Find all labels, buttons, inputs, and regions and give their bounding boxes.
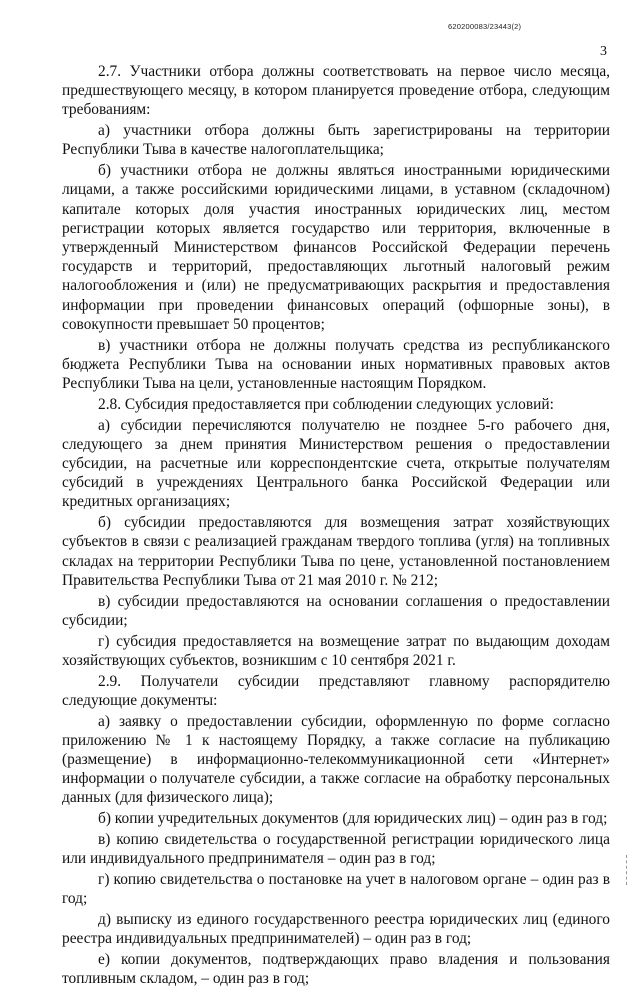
paragraph-2-9-b: б) копии учредительных документов (для юридических лиц) – один раз в год;: [98, 810, 608, 828]
paragraph-2-9-a: а) заявку о предоставлении субсидии, оформленную по форме согласно приложению № 1 к настоящему Порядку, а также согласие на публикацию (размещение) в информационно-телекоммуникационной сети «Интернет» информации о получателе субсидии, а также согласие на обработку персональных данных (для физического лица);: [62, 712, 610, 807]
paragraph-2-7-b: б) участники отбора не должны являться иностранными юридическими лицами, а также российскими юридическими лицами, в уставном (складочном) капитале которых доля участия иностранных юридических лиц, местом регистрации которых является государство или территория, включенные в утвержденный Министерством финансов Российской Федерации перечень государств и территорий, предоставляющих льготный налоговый режим налогообложения и (или) не предусматривающих раскрытия и предоставления информации при проведении финансовых операций (офшорные зоны), в совокупности превышает 50 процентов;: [62, 162, 610, 333]
paragraph-2-9-v: в) копию свидетельства о государственной регистрации юридического лица или индивидуального предпринимателя – один раз в год;: [62, 831, 610, 868]
paragraph-2-9-g: г) копию свидетельства о постановке на учет в налоговом органе – один раз в год;: [62, 871, 610, 908]
paragraph-2-7-a: а) участники отбора должны быть зарегистрированы на территории Республики Тыва в качестве налогоплательщика;: [62, 122, 610, 159]
paragraph-2-8-a: а) субсидии перечисляются получателю не позднее 5-го рабочего дня, следующего за днем принятия Министерством решения о предоставлении субсидии, на расчетные или корреспондентские счета, открытые получателям субсидий в учреждениях Центрального банка Российской Федерации или кредитных организациях;: [62, 416, 610, 511]
paragraph-2-7-v: в) участники отбора не должны получать средства из республиканского бюджета Республики Тыва на основании иных нормативных правовых актов Республики Тыва на цели, установленные настоящим Порядком.: [62, 336, 610, 393]
scan-edge-mark: [626, 855, 628, 885]
paragraph-2-8-v: в) субсидии предоставляются на основании соглашения о предоставлении субсидии;: [62, 592, 610, 629]
paragraph-2-9: 2.9. Получатели субсидии представляют главному распорядителю следующие документы:: [62, 672, 610, 709]
document-body: [62, 62, 610, 990]
paragraph-2-9-e: е) копии документов, подтверждающих право владения и пользования топливным складом, – один раз в год;: [62, 951, 610, 988]
document-code: 620200083/23443(2): [448, 22, 522, 31]
page-number: 3: [600, 44, 607, 59]
paragraph-2-8: 2.8. Субсидия предоставляется при соблюдении следующих условий:: [98, 395, 554, 413]
paragraph-2-7: 2.7. Участники отбора должны соответствовать на первое число месяца, предшествующего месяцу, в котором планируется проведение отбора, следующим требованиям:: [62, 63, 610, 119]
paragraph-2-8-g: г) субсидия предоставляется на возмещение затрат по выдающим доходам хозяйствующих субъектов, возникшим с 10 сентября 2021 г.: [62, 632, 610, 669]
paragraph-2-9-d: д) выписку из единого государственного реестра юридических лиц (единого реестра индивидуальных предпринимателей) – один раз в год;: [62, 911, 610, 948]
paragraph-2-8-b: б) субсидии предоставляются для возмещения затрат хозяйствующих субъектов в связи с реализацией гражданам твердого топлива (угля) на топливных складах на территории Республики Тыва по цене, установленной постановлением Правительства Республики Тыва от 21 мая 2010 г. № 212;: [62, 514, 610, 589]
